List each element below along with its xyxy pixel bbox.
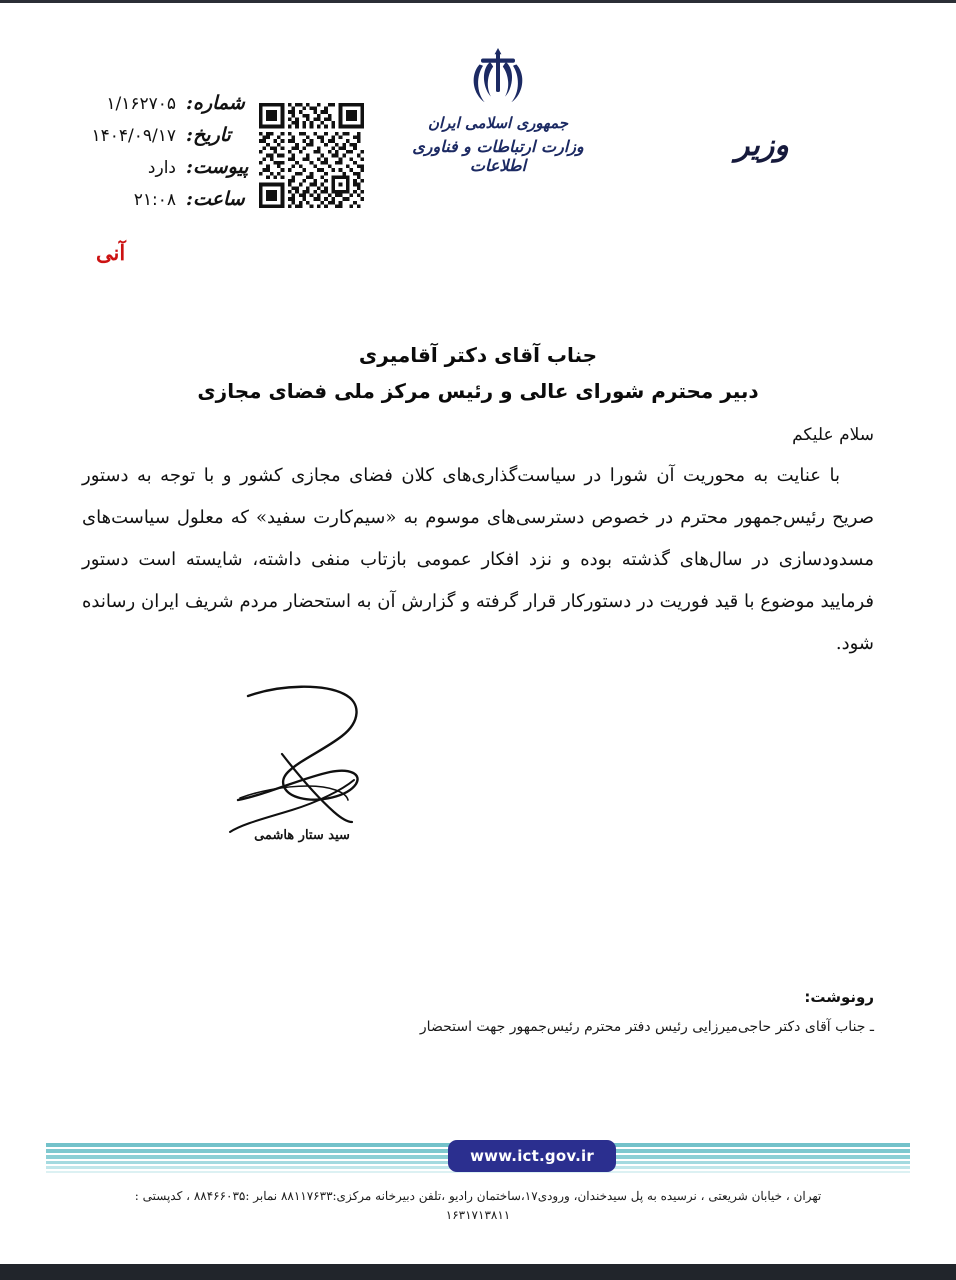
meta-label-number: شماره: bbox=[186, 92, 245, 114]
meta-row-time bbox=[70, 188, 260, 220]
iran-national-emblem-icon bbox=[455, 46, 541, 108]
signatory-name: سید ستار هاشمی bbox=[254, 828, 350, 843]
footer-stripe-band bbox=[46, 1142, 910, 1174]
addressee-name: جناب آقای دکتر آقامیری bbox=[358, 343, 598, 367]
meta-value-date: ۱۴۰۴/۰۹/۱۷ bbox=[91, 126, 176, 146]
meta-value-number: ۱/۱۶۲۷۰۵ bbox=[106, 94, 176, 114]
meta-value-time: ۲۱:۰۸ bbox=[133, 190, 176, 210]
meta-row-attachment bbox=[70, 156, 260, 188]
qr-code-icon bbox=[259, 103, 364, 208]
bottom-divider-bar bbox=[0, 1264, 956, 1280]
salutation-text: سلام علیکم bbox=[792, 425, 874, 445]
document-meta-block bbox=[70, 92, 260, 220]
meta-row-date bbox=[70, 124, 260, 156]
letterhead-header bbox=[0, 0, 956, 300]
website-badge[interactable] bbox=[448, 1140, 616, 1172]
minister-label: وزیر bbox=[735, 128, 789, 163]
letterhead-ministry: وزارت ارتباطات و فناوری اطلاعات bbox=[412, 137, 584, 175]
letter-body-text: با عنایت به محوریت آن شورا در سیاست‌گذاری‌های کلان فضای مجازی کشور و با توجه به دستور صریح رئیس‌جمهور محترم در خصوص دسترسی‌های موسوم به «سیم‌کارت سفید» که معلول سیاست‌های مسدودسازی در سال‌های گذشته بوده و نزد افکار عمومی بازتاب منفی داشته، شایسته است دستور فرمایید موضوع با قید فوریت در دستورکار قرار گرفته و گزارش آن به استحضار مردم شریف ایران رسانده شود. bbox=[82, 465, 874, 654]
letterhead-organization: جمهوری اسلامی ایران bbox=[427, 114, 569, 132]
carbon-copy-block bbox=[84, 988, 874, 1038]
meta-label-date: تاریخ: bbox=[186, 124, 231, 146]
meta-label-time: ساعت: bbox=[186, 188, 245, 210]
meta-label-attachment: پیوست: bbox=[186, 156, 249, 178]
letterhead-block bbox=[382, 46, 614, 175]
cc-title: رونوشت: bbox=[804, 988, 874, 1006]
urgency-badge: آنی bbox=[96, 240, 126, 265]
cc-item: ـ جناب آقای دکتر حاجی‌میرزایی رئیس دفتر محترم رئیس‌جمهور جهت استحضار bbox=[419, 1019, 874, 1035]
meta-row-number bbox=[70, 92, 260, 124]
addressee-block bbox=[0, 340, 956, 406]
footer-address-text: تهران ، خیابان شریعتی ، نرسیده به پل سیدخندان، ورودی۱۷،ساختمان رادیو ،تلفن دبیرخانه مرکزی:۸۸۱۱۷۶۳۳ نمابر :۸۸۴۶۶۰۳۵ ، کدپستی : bbox=[134, 1189, 822, 1203]
document-footer bbox=[0, 1142, 956, 1264]
meta-value-attachment: دارد bbox=[147, 158, 176, 178]
website-url-text: www.ict.gov.ir bbox=[470, 1147, 594, 1165]
footer-postcode-text: ۱۶۳۱۷۱۳۸۱۱ bbox=[445, 1208, 511, 1222]
addressee-title: دبیر محترم شورای عالی و رئیس مرکز ملی فضای مجازی bbox=[197, 379, 759, 403]
